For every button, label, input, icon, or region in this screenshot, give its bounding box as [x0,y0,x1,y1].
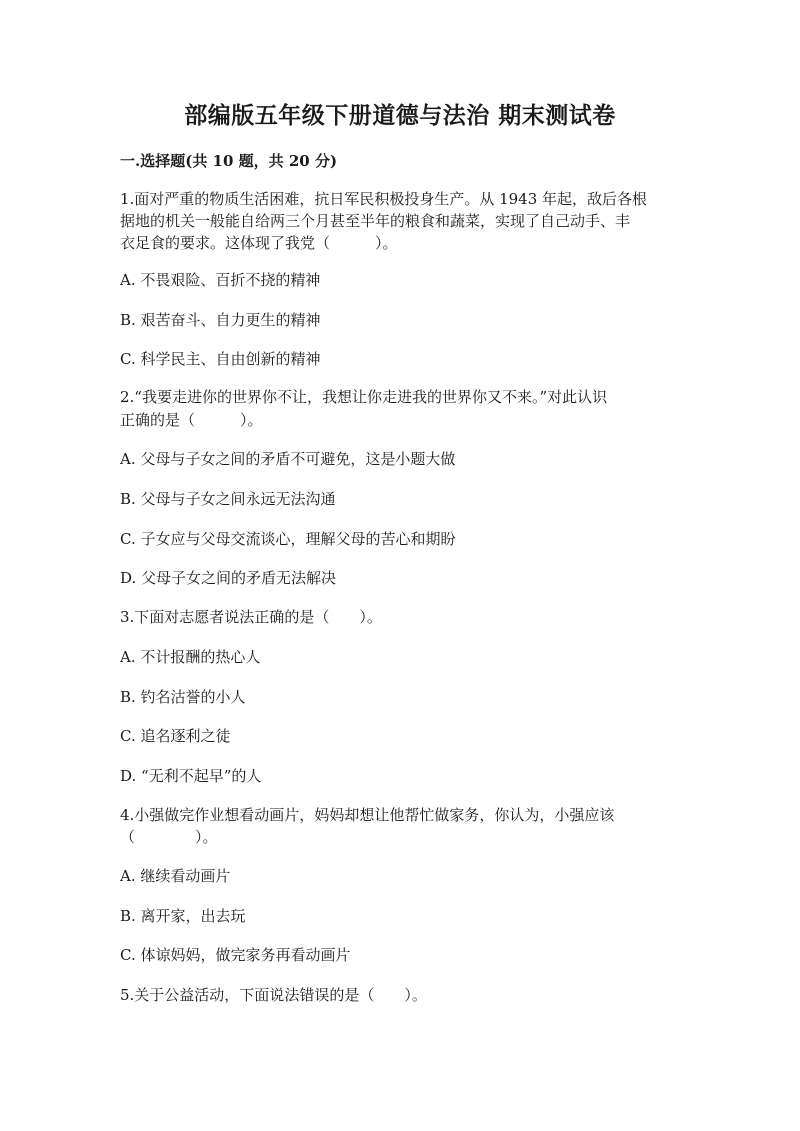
question-3-stem-line-1: 3.下面对志愿者说法正确的是（ ）。 [120,608,382,626]
section-heading: 一.选择题(共 10 题，共 20 分) [120,152,338,170]
question-2-stem-line-2: 正确的是（ ）。 [120,411,263,429]
question-4-option-a: A. 继续看动画片 [120,867,231,885]
question-2-stem-line-1: 2.“我要走进你的世界你不让，我想让你走进我的世界你又不来。”对此认识 [120,388,608,406]
question-2-option-a: A. 父母与子女之间的矛盾不可避免，这是小题大做 [120,450,456,468]
question-3-option-a: A. 不计报酬的热心人 [120,648,261,666]
question-3-option-b: B. 钓名沽誉的小人 [120,688,246,706]
exam-title: 部编版五年级下册道德与法治 期末测试卷 [184,102,616,129]
question-1-stem-line-2: 据地的机关一般能自给两三个月甚至半年的粮食和蔬菜，实现了自己动手、丰 [120,212,631,230]
question-4-stem-line-1: 4.小强做完作业想看动画片，妈妈却想让他帮忙做家务，你认为，小强应该 [120,806,615,824]
question-4-option-b: B. 离开家，出去玩 [120,907,246,925]
question-1-option-b: B. 艰苦奋斗、自力更生的精神 [120,311,321,329]
question-5-stem-line-1: 5.关于公益活动，下面说法错误的是（ ）。 [120,986,427,1004]
question-3-option-c: C. 追名逐利之徒 [120,727,231,745]
question-1-stem-line-3: 衣足食的要求。这体现了我党（ ）。 [120,234,398,252]
question-2-option-b: B. 父母与子女之间永远无法沟通 [120,490,336,508]
question-2-option-c: C. 子女应与父母交流谈心，理解父母的苦心和期盼 [120,530,456,548]
question-1-option-c: C. 科学民主、自由创新的精神 [120,350,321,368]
question-1-stem-line-1: 1.面对严重的物质生活困难，抗日军民积极投身生产。从 1943 年起，敌后各根 [120,190,648,208]
question-4-stem-line-2: （ ）。 [120,828,218,846]
question-4-option-c: C. 体谅妈妈，做完家务再看动画片 [120,946,351,964]
question-2-option-d: D. 父母子女之间的矛盾无法解决 [120,569,337,587]
question-3-option-d: D. “无利不起早”的人 [120,767,262,785]
question-1-option-a: A. 不畏艰险、百折不挠的精神 [120,271,321,289]
